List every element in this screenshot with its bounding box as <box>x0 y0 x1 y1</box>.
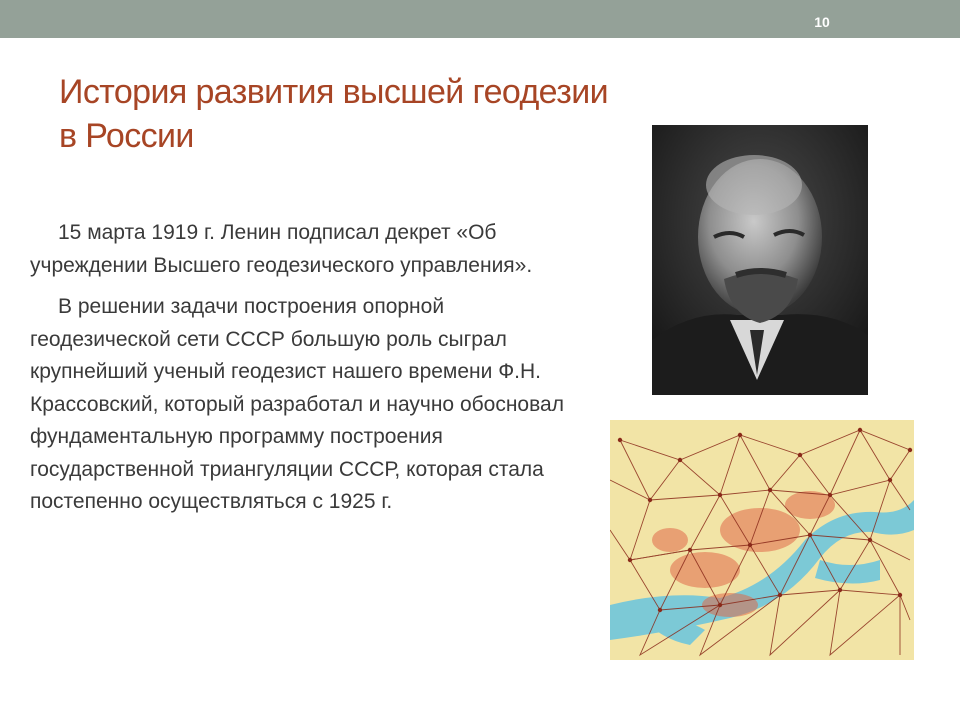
map-illustration <box>610 420 914 660</box>
paragraph-decree: 15 марта 1919 г. Ленин подписал декрет «Об учреждении Высшего геодезического управления». <box>30 221 533 277</box>
paragraph-krassovsky: В решении задачи построения опорной геодезической сети СССР большую роль сыграл крупнейший ученый геодезист нашего времени Ф.Н. Крассовский, который разработал и научно обосновал фундаментальную программу построения государственной триангуляции СССР, которая стала постепенно осуществляться с 1925 г. <box>30 295 564 513</box>
triangulation-map <box>610 420 914 660</box>
slide-title-line-2: в России <box>59 117 194 155</box>
portrait-illustration <box>652 125 868 395</box>
slide-number: 10 <box>800 6 844 38</box>
slide-title-line-1: История развития высшей геодезии <box>59 73 609 111</box>
slide-title <box>59 70 679 158</box>
slide-body <box>30 217 590 528</box>
portrait-photo <box>652 125 868 395</box>
